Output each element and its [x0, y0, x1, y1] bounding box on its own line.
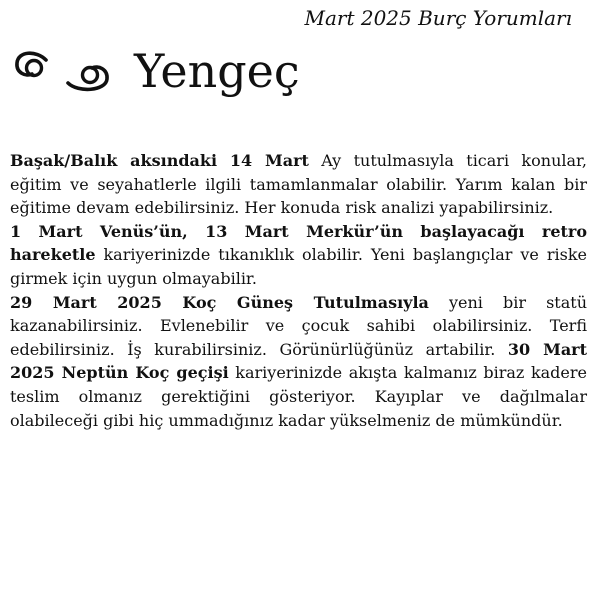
sign-header	[12, 30, 300, 112]
paragraph-segment-bold: 1 Mart Venüs’ün, 13 Mart Merkür’ün başlayacağı retro hareketle	[10, 221, 587, 265]
paragraph-segment-bold: 29 Mart 2025 Koç Güneş Tutulmasıyla	[10, 292, 429, 312]
paragraph-segment-bold: Başak/Balık aksındaki 14 Mart	[10, 151, 309, 170]
cancer-zodiac-icon	[12, 46, 112, 96]
paragraph-segment: kariyerinizde akışta kalmanız biraz kadere teslim olmanız gerektiğini gösteriyor. Kayıplar ve dağılmalar olabileceği gibi hiç ummadığınız kadar yükselmeniz de mümkündür.	[10, 363, 588, 430]
paragraph-retrograde	[10, 220, 587, 291]
month-title: Mart 2025 Burç Yorumları	[304, 6, 572, 30]
paragraph-segment: yeni bir statü kazanabilirsiniz. Evlenebilir ve çocuk sahibi olabilirsiniz. Terfi edebilirsiniz. İş kurabilirsiniz. Görünürlüğünüz artabilir.	[10, 292, 587, 359]
paragraph-segment: Ay tutulmasıyla ticari konular, eğitim ve seyahatlerle ilgili tamamlanmalar olabilir. Yarım kalan bir eğitime devam edebilirsiniz. Her konuda risk analizi yapabilirsiniz.	[10, 151, 588, 218]
paragraph-solar-eclipse	[10, 291, 587, 433]
paragraph-lunar-eclipse	[10, 149, 587, 220]
paragraph-segment-bold: 30 Mart 2025 Neptün Koç geçişi	[10, 339, 588, 383]
horoscope-body	[10, 149, 587, 432]
sign-name: Yengeç	[134, 44, 300, 98]
paragraph-segment: kariyerinizde tıkanıklık olabilir. Yeni başlangıçlar ve riske girmek için uygun olmayabilir.	[10, 245, 587, 288]
